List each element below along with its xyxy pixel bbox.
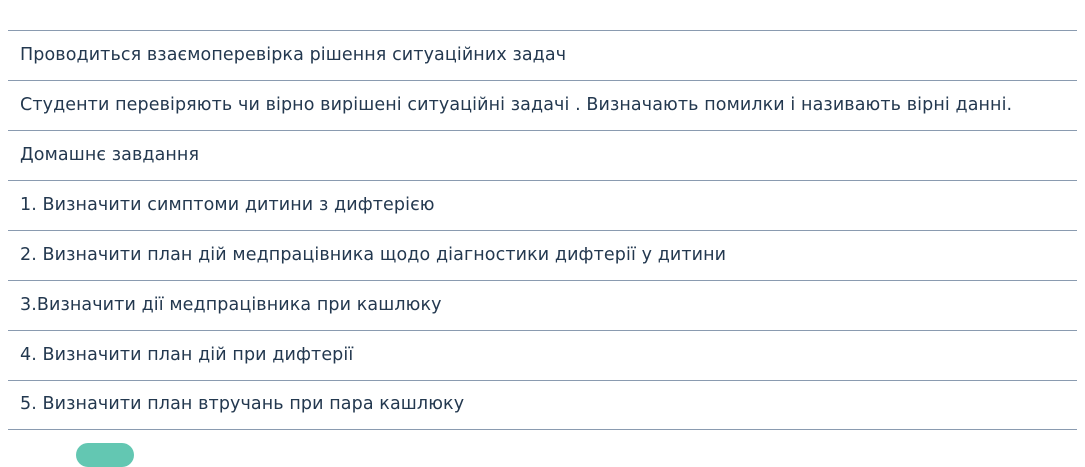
document-row-list [0,30,1085,430]
row-text: Домашнє завдання [20,144,200,165]
row-text: 4. Визначити план дій при дифтерії [20,344,354,365]
row-text: 3.Визначити дії медпрацівника при кашлюку [20,294,442,315]
table-row[interactable] [8,330,1077,380]
table-row[interactable] [8,30,1077,80]
row-text: 5. Визначити план втручань при пара кашлюку [20,394,465,415]
accent-badge [76,443,134,467]
row-text: 1. Визначити симптоми дитини з дифтерією [20,194,435,215]
table-row[interactable] [8,130,1077,180]
row-text: Проводиться взаємоперевірка рішення ситуаційних задач [20,44,567,65]
row-text: 2. Визначити план дій медпрацівника щодо діагностики дифтерії у дитини [20,244,727,265]
table-row[interactable] [8,80,1077,130]
row-text: Студенти перевіряють чи вірно вирішені ситуаційні задачі . Визначають помилки і називають вірні данні. [20,94,1013,115]
table-row[interactable] [8,380,1077,430]
table-row[interactable] [8,280,1077,330]
table-row[interactable] [8,180,1077,230]
table-row[interactable] [8,230,1077,280]
